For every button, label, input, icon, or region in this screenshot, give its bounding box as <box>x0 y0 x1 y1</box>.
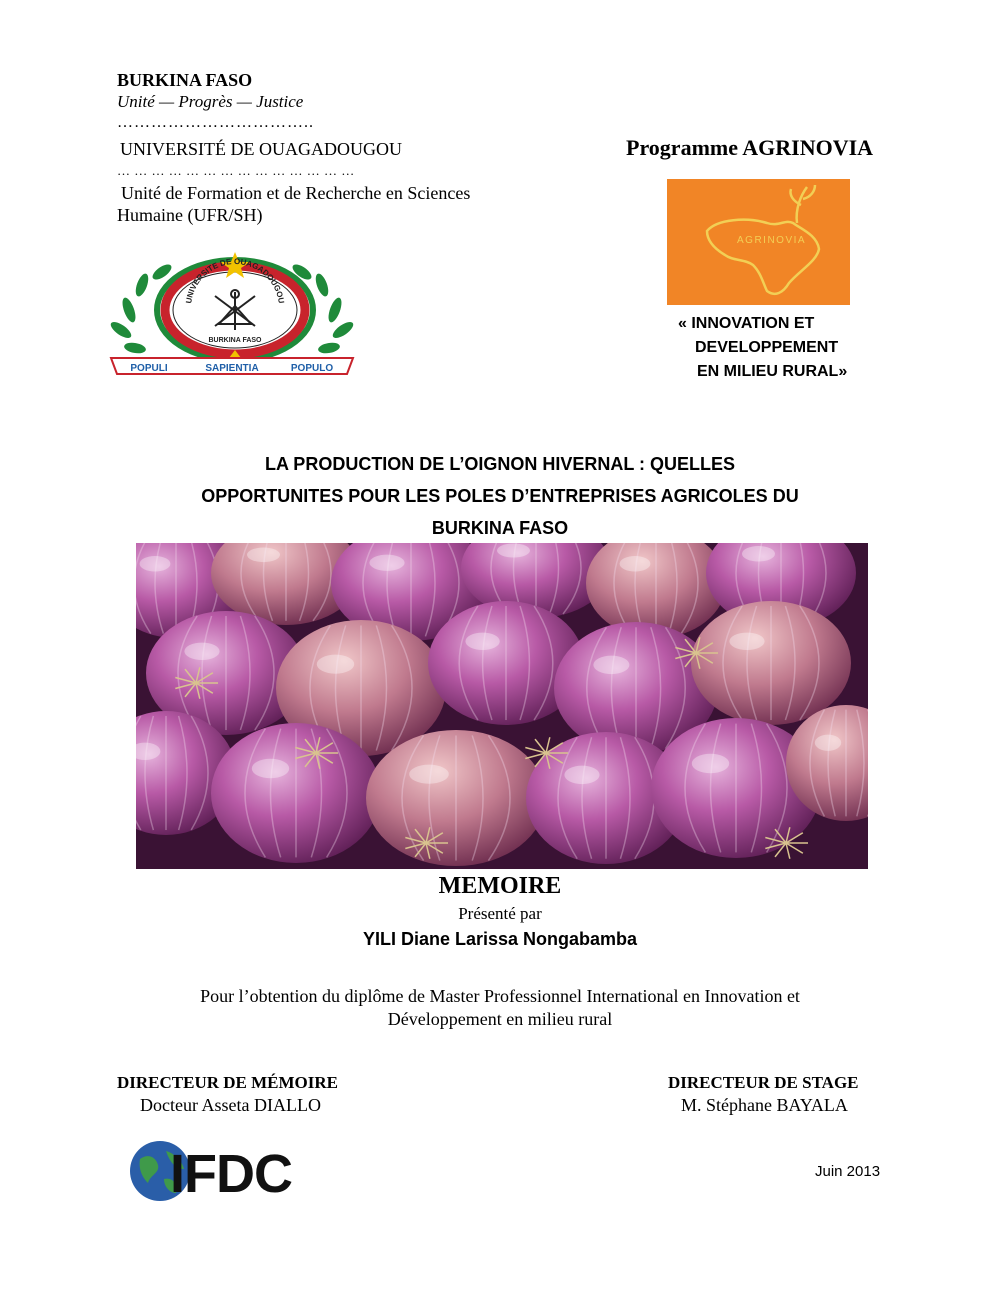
ufr-line: Unité de Formation et de Recherche en Sciences <box>121 183 471 203</box>
seal-bottom-text: BURKINA FASO <box>208 337 262 344</box>
memoire-director-label: DIRECTEUR DE MÉMOIRE <box>117 1073 339 1092</box>
seal-ribbon-word: POPULI <box>130 363 168 374</box>
degree-purpose <box>150 985 850 1031</box>
onion-highlight <box>140 556 171 571</box>
tagline-line: EN MILIEU RURAL» <box>697 363 848 380</box>
memoire-director-name: Docteur Asseta DIALLO <box>140 1095 321 1115</box>
national-motto: Unité — Progrès — Justice <box>117 92 304 111</box>
document-title <box>150 448 850 544</box>
tagline-line: DEVELOPPEMENT <box>695 339 839 356</box>
onion-highlight <box>247 548 280 563</box>
onion-highlight <box>409 765 449 784</box>
separator-dots: …………………………….. <box>117 114 314 131</box>
presented-by-label: Présenté par <box>458 904 542 923</box>
purpose-line: Développement en milieu rural <box>387 1009 613 1029</box>
stage-director-name: M. Stéphane BAYALA <box>681 1095 848 1115</box>
document-date: Juin 2013 <box>815 1163 881 1180</box>
title-line: BURKINA FASO <box>431 518 569 538</box>
separator-dots: … … … … … … … … … … … … … … <box>117 163 355 178</box>
memoire-heading: MEMOIRE <box>438 873 562 899</box>
agrinovia-logo-text: AGRINOVIA <box>737 235 807 246</box>
seal-ribbon-word: SAPIENTIA <box>205 363 259 374</box>
onion-highlight <box>252 759 289 779</box>
onion-highlight <box>742 546 775 561</box>
onion-highlight <box>465 633 499 650</box>
author-name: YILI Diane Larissa Nongabamba <box>362 929 638 949</box>
university-name: UNIVERSITÉ DE OUAGADOUGOU <box>120 139 402 159</box>
ifdc-logo-text: IFDC <box>170 1144 292 1203</box>
onion-highlight <box>369 555 404 571</box>
stage-director-label: DIRECTEUR DE STAGE <box>668 1073 859 1092</box>
seal-ribbon-word: POPULO <box>290 363 334 374</box>
seal-top-text: UNIVERSITE DE OUAGADOUGOU <box>184 256 286 305</box>
onion-highlight <box>729 633 764 650</box>
onion-highlight <box>620 556 651 571</box>
purpose-line: Pour l’obtention du diplôme de Master Professionnel International en Innovation et <box>200 986 800 1006</box>
onion-highlight <box>317 655 354 674</box>
programme-title: Programme AGRINOVIA <box>626 135 874 160</box>
onion-highlight <box>692 754 729 774</box>
onions-photo <box>136 543 868 869</box>
ufr-line: Humaine (UFR/SH) <box>117 205 263 225</box>
university-seal-logo <box>107 250 357 375</box>
programme-tagline <box>678 312 888 384</box>
title-line: OPPORTUNITES POUR LES POLES D’ENTREPRISES AGRICOLES DU <box>201 486 799 506</box>
onion-highlight <box>564 766 599 784</box>
onion-highlight <box>184 643 219 660</box>
country-name: BURKINA FASO <box>117 70 253 90</box>
agrinovia-logo <box>667 179 850 305</box>
title-line: LA PRODUCTION DE L’OIGNON HIVERNAL : QUELLES <box>264 454 736 474</box>
onion-highlight <box>593 656 629 674</box>
ifdc-logo <box>126 1139 356 1203</box>
onion-highlight <box>497 544 530 558</box>
onion-highlight <box>815 735 841 751</box>
tagline-line: « INNOVATION ET <box>678 315 815 332</box>
